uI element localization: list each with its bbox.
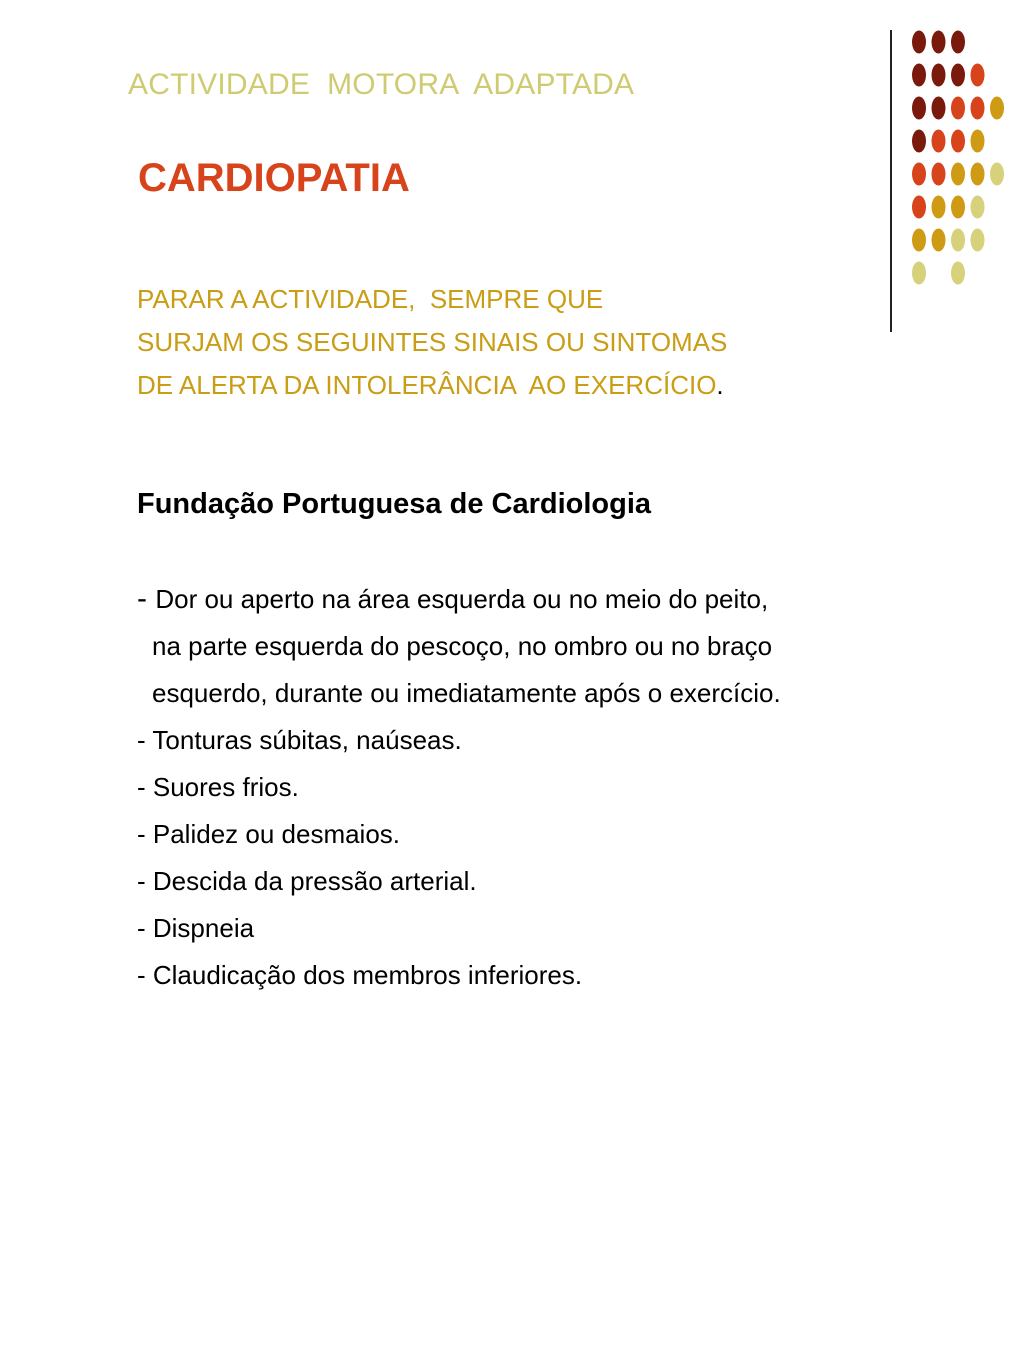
symptom-item: - Dispneia bbox=[137, 913, 255, 943]
symptom-continuation: na parte esquerda do pescoço, no ombro ou no braço bbox=[152, 631, 773, 661]
decorative-dot bbox=[990, 163, 1004, 186]
decorative-dot bbox=[932, 163, 946, 186]
decorative-dot bbox=[932, 31, 946, 54]
decorative-dot bbox=[932, 130, 946, 153]
decorative-dot bbox=[951, 262, 965, 285]
decorative-dot bbox=[932, 97, 946, 120]
decorative-dot bbox=[971, 196, 985, 219]
decorative-dot bbox=[971, 130, 985, 153]
symptom-continuation: esquerdo, durante ou imediatamente após o exercício. bbox=[152, 678, 781, 708]
decorative-dot bbox=[932, 229, 946, 252]
symptom-dash: - bbox=[137, 582, 156, 615]
slide-title: CARDIOPATIA bbox=[138, 156, 410, 200]
decorative-dot bbox=[951, 229, 965, 252]
decorative-dot bbox=[912, 163, 926, 186]
decorative-dot bbox=[971, 97, 985, 120]
decorative-dot bbox=[951, 163, 965, 186]
symptom-item: - Claudicação dos membros inferiores. bbox=[137, 960, 583, 990]
alert-paragraph bbox=[137, 278, 727, 407]
alert-line-3: DE ALERTA DA INTOLERÂNCIA AO EXERCÍCIO bbox=[137, 370, 717, 400]
vertical-divider bbox=[890, 30, 892, 332]
decorative-dot bbox=[912, 97, 926, 120]
source-title: Fundação Portuguesa de Cardiologia bbox=[137, 488, 652, 520]
decorative-dot bbox=[951, 64, 965, 87]
decorative-dot bbox=[971, 163, 985, 186]
alert-line-1: PARAR A ACTIVIDADE, SEMPRE QUE bbox=[137, 284, 604, 314]
decorative-dot bbox=[971, 229, 985, 252]
decorative-dot bbox=[912, 64, 926, 87]
symptom-item-chest-pain bbox=[137, 582, 781, 629]
alert-line-2: SURJAM OS SEGUINTES SINAIS OU SINTOMAS bbox=[137, 327, 728, 357]
decorative-dot-grid bbox=[0, 0, 1024, 300]
symptom-item: - Tonturas súbitas, naúseas. bbox=[137, 725, 462, 755]
decorative-dot bbox=[951, 31, 965, 54]
decorative-dot bbox=[990, 97, 1004, 120]
decorative-dot bbox=[912, 31, 926, 54]
decorative-dot bbox=[971, 64, 985, 87]
decorative-dot bbox=[932, 196, 946, 219]
symptom-item: - Palidez ou desmaios. bbox=[137, 819, 401, 849]
symptom-item: - Suores frios. bbox=[137, 772, 299, 802]
decorative-dot bbox=[912, 130, 926, 153]
decorative-dot bbox=[912, 196, 926, 219]
decorative-dot bbox=[951, 130, 965, 153]
decorative-dot bbox=[951, 97, 965, 120]
alert-period: . bbox=[716, 370, 724, 400]
slide-subject-header: ACTIVIDADE MOTORA ADAPTADA bbox=[128, 68, 635, 101]
symptom-list bbox=[137, 582, 781, 1005]
decorative-dot bbox=[951, 196, 965, 219]
symptom-text: Dor ou aperto na área esquerda ou no meio do peito, bbox=[155, 584, 769, 614]
decorative-dot bbox=[932, 64, 946, 87]
symptom-item: - Descida da pressão arterial. bbox=[137, 866, 477, 896]
decorative-dot bbox=[912, 229, 926, 252]
decorative-dot bbox=[912, 262, 926, 285]
